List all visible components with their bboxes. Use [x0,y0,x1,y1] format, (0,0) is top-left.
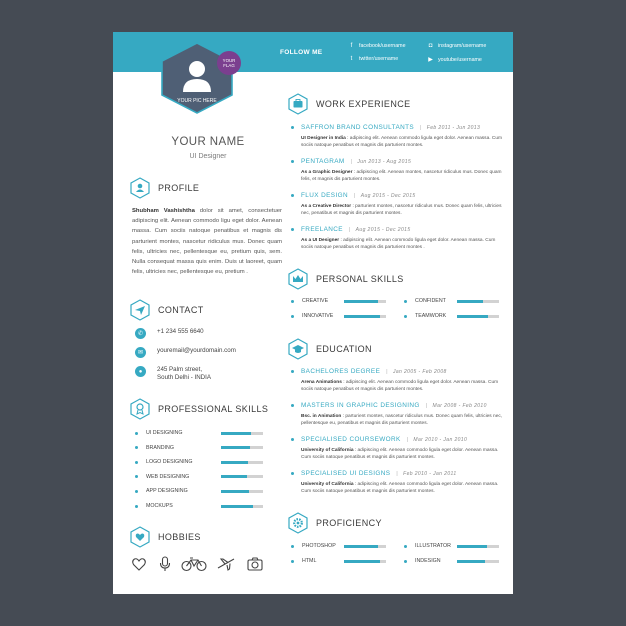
entry-subtitle: UI Designer in India [301,136,346,141]
hobby-camera-icon [247,556,263,572]
skill-bar [457,300,499,303]
skill-bullet [291,545,294,548]
skill-bullet [135,432,138,435]
skill-bar [344,560,386,563]
address-line-1: 245 Palm street, [157,366,203,373]
hobbies-title: HOBBIES [158,532,201,542]
contact-email[interactable] [135,347,236,358]
resume-page [113,32,513,594]
skill-bar-fill [457,545,487,548]
skill-bar-fill [221,432,251,435]
entry-heading [301,226,506,233]
entry-date: | Feb 2011 - Jun 2013 [420,125,480,131]
entry-subtitle: Bsc. in Animation [301,414,342,419]
phone-text: +1 234 555 6640 [157,328,204,335]
work-experience-heading [288,93,411,115]
phone-icon: ✆ [135,328,146,339]
entry-date: | Feb 2010 - Jan 2011 [396,471,456,477]
education-title: EDUCATION [316,344,372,354]
skill-label: TEAMWORK [415,313,447,319]
entry-bullet [291,370,294,373]
entry-description [301,169,506,184]
skill-bar [344,300,386,303]
person-role: UI Designer [189,153,227,160]
entry-text: : adipiscing elit. Aenean commodo ligula eget dolor. Aenean massa. Cum sociis natoque penatibus et magnis dis parturient montes. [301,136,503,149]
entry-heading [301,192,506,199]
instagram-label: instagram/username [438,43,487,49]
skill-bullet [135,461,138,464]
skill-bar-fill [457,300,483,303]
entry-subtitle: University of California [301,482,354,487]
profile-heading [130,177,199,199]
skill-bar [221,505,263,508]
skill-bar-fill [221,446,250,449]
graduation-cap-icon [288,338,308,360]
skill-bar [221,432,263,435]
skill-bar [344,315,386,318]
professional-skills-title: PROFESSIONAL SKILLS [158,404,269,414]
crown-icon [288,268,308,290]
skill-bullet [291,315,294,318]
proficiency-row [291,558,316,564]
skill-label: LOGO DESIGNING [146,459,193,466]
hobbies-heading [130,526,201,548]
edu-list-entry [301,470,506,496]
entry-date: | Mar 2008 - Feb 2010 [426,403,487,409]
skill-bar [221,446,263,449]
skill-bar-fill [457,315,488,318]
personal-skills-row [291,313,333,319]
work-list-entry [301,124,506,150]
email-text: youremail@yourdomain.com [157,347,236,354]
profile-body: dolor sit amet, consectetuer adipiscing elit. Aenean commodo ligu eget dolor. Aenean massa. Cum sociis natoque penatibus et magnis dis parturient montes, nascetur ridiculus mus. Donec quam felis, ultricies nec, pellentesque eu, pretium quis, sem. Nulla consequat massa quis enim. Duis ut laoreet, quam felis, ultricies nec, pellentesque eu, pretium . [132,208,282,276]
entry-bullet [291,126,294,129]
work-experience-title: WORK EXPERIENCE [316,99,411,109]
edu-list-entry [301,368,506,394]
entry-bullet [291,472,294,475]
professional-skill-row [135,445,174,451]
skill-bar [457,545,499,548]
entry-title: SAFFRON BRAND CONSULTANTS [301,124,415,131]
contact-address [135,366,211,382]
youtube-icon: ▶ [428,57,433,63]
hobby-heart-icon [131,556,147,572]
work-list-entry [301,158,506,184]
entry-description [301,135,506,150]
skill-label: UI DESIGNING [146,430,183,436]
skill-bar [221,461,263,464]
skill-label: WEB DESIGNING [146,473,190,480]
location-icon: ● [135,366,146,377]
work-list-entry [301,192,506,218]
skill-bar-fill [344,315,380,318]
professional-skill-row [135,459,193,465]
entry-bullet [291,194,294,197]
user-icon [189,61,205,77]
skill-bar [457,560,499,563]
skill-label: MOCKUPS [146,503,173,509]
entry-description [301,447,506,462]
gear-icon [288,512,308,534]
entry-description [301,379,506,394]
professional-skill-row [135,474,189,480]
skill-bullet [291,560,294,563]
work-list-entry [301,226,506,252]
facebook-icon: f [350,43,353,49]
skill-bullet [135,446,138,449]
proficiency-row [404,543,451,549]
skill-label: CONFIDENT [415,298,446,304]
skill-bar-fill [221,490,249,493]
skill-bullet [404,560,407,563]
contact-phone[interactable] [135,328,204,339]
skill-bullet [404,315,407,318]
personal-skills-row [291,298,328,304]
twitter-link[interactable] [348,56,398,62]
entry-subtitle: Arena Animations [301,380,342,385]
entry-subtitle: As a Graphic Designer [301,170,353,175]
entry-bullet [291,228,294,231]
twitter-label: twitter/username [359,56,399,62]
entry-description [301,481,506,496]
youtube-link[interactable] [427,56,482,63]
address-line-2: South Delhi - INDIA [157,374,211,381]
professional-skill-row [135,430,183,436]
entry-description [301,203,506,218]
briefcase-icon [288,93,308,115]
skill-bar-fill [221,475,247,478]
education-heading [288,338,372,360]
entry-bullet [291,404,294,407]
skill-bar-fill [344,560,380,563]
entry-title: PENTAGRAM [301,158,345,165]
skill-bar-fill [221,461,248,464]
entry-date: | Aug 2015 - Dec 2015 [354,193,416,199]
skill-label: INDESIGN [415,558,441,564]
professional-skill-row [135,488,188,494]
hobby-bicycle-icon [181,556,207,572]
entry-title: FLUX DESIGN [301,192,349,199]
entry-description [301,413,506,428]
entry-title: SPECIALISED UI DESIGNS [301,470,391,477]
personal-skills-row [404,298,446,304]
skill-bar-fill [344,545,378,548]
skill-bar [221,475,263,478]
hobby-microphone-icon [157,556,173,572]
youtube-label: youtube/username [438,56,482,63]
entry-subtitle: As a UI Designer [301,238,340,243]
entry-subtitle: University of California [301,448,354,453]
flag-badge [217,51,241,75]
skill-label: INNOVATIVE [302,313,334,319]
skill-bar [344,545,386,548]
entry-bullet [291,438,294,441]
edu-list-entry [301,402,506,428]
skill-bar-fill [221,505,253,508]
entry-date: | Jun 2013 - Aug 2015 [351,159,412,165]
skill-bullet [404,300,407,303]
entry-heading [301,470,506,477]
skill-bar-fill [344,300,378,303]
entry-title: BACHELORES DEGREE [301,368,381,375]
award-icon [130,398,150,420]
professional-skill-row [135,503,173,509]
entry-text: : adipiscing elit. Aenean commodo ligula eget dolor. Aenean massa. Cum sociis natoque penatibus et magnis dis parturient montes . [301,238,496,251]
entry-date: | Mar 2010 - Jan 2010 [407,437,467,443]
entry-description [301,237,506,252]
hobby-airplane-icon [217,556,235,572]
skill-label: HTML [302,558,317,564]
facebook-label: facebook/username [359,43,406,49]
entry-title: SPECIALISED COURSEWORK [301,436,401,443]
entry-text: : adipiscing elit. Aenean commodo ligula eget dolor. Aenean massa. Cum sociis natoque penatibus et magnis dis parturient montes. [301,448,499,461]
profile-text [132,206,282,277]
skill-bar-fill [457,560,485,563]
twitter-icon: t [350,56,353,62]
entry-heading [301,436,506,443]
proficiency-row [404,558,441,564]
contact-heading [130,299,204,321]
personal-skills-heading [288,268,404,290]
entry-heading [301,124,506,131]
entry-bullet [291,160,294,163]
skill-bullet [404,545,407,548]
facebook-link[interactable] [348,43,406,49]
entry-title: MASTERS IN GRAPHIC DESIGNING [301,402,420,409]
skill-bullet [135,475,138,478]
personal-skills-title: PERSONAL SKILLS [316,274,404,284]
entry-text: : adipiscing elit. Aenean commodo ligula eget dolor. Aenean massa. Cum sociis natoque penatibus et magnis dis parturient montes. [301,482,499,495]
entry-date: | Jan 2005 - Feb 2008 [386,369,446,375]
instagram-icon: ◘ [428,43,433,49]
proficiency-heading [288,512,382,534]
person-name: YOUR NAME [171,136,245,148]
entry-text: : adipiscing elit. Aenean commodo ligula eget dolor. Aenean massa. Cum sociis natoque penatibus et magnis dis parturient montes. [301,380,499,393]
proficiency-title: PROFICIENCY [316,518,382,528]
professional-skills-heading [130,398,268,420]
send-icon [130,299,150,321]
entry-title: FREELANCE [301,226,343,233]
profile-title: PROFILE [158,183,200,193]
entry-heading [301,402,506,409]
entry-text: : adipiscing elit. Aenean montes, nascetur ridiculus mus. Donec quam felis, et magnis dis parturient montes. [301,170,502,183]
skill-bar [221,490,263,493]
skill-bullet [291,300,294,303]
profile-icon [130,177,150,199]
skill-bullet [135,490,138,493]
entry-heading [301,158,506,165]
email-icon: ✉ [135,347,146,358]
profile-name: Shubham Vashishtha [132,208,195,214]
flag-label-2: FLAG [223,63,235,68]
entry-heading [301,368,506,375]
skill-bar [457,315,499,318]
heart-icon [130,526,150,548]
entry-subtitle: As a Creative Director [301,204,352,209]
follow-me-label: FOLLOW ME [280,49,323,56]
entry-text: : parturient montes, nascetur ridiculus mus. Donec quam felis, ultricies nec, penatibus et magnis dis parturient montes. [301,204,502,217]
instagram-link[interactable] [427,43,486,49]
proficiency-row [291,543,336,549]
skill-label: PHOTOSHOP [302,543,336,549]
entry-date: | Aug 2015 - Dec 2015 [349,227,411,233]
contact-title: CONTACT [158,305,204,315]
flag-label-1: YOUR [222,58,236,63]
personal-skills-row [404,313,446,319]
skill-bullet [135,505,138,508]
entry-text: : parturient montes, nascetur ridiculus mus. Donec quam felis, ultricies nec, pellentesque eu, penatibus et magnis dis parturient montes. [301,414,503,427]
skill-label: BRANDING [146,444,174,451]
skill-label: APP DESIGNING [146,488,188,495]
photo-label: YOUR PIC HERE [177,98,217,104]
edu-list-entry [301,436,506,462]
skill-label: CREATIVE [302,298,329,304]
skill-label: ILLUSTRATOR [415,543,452,549]
